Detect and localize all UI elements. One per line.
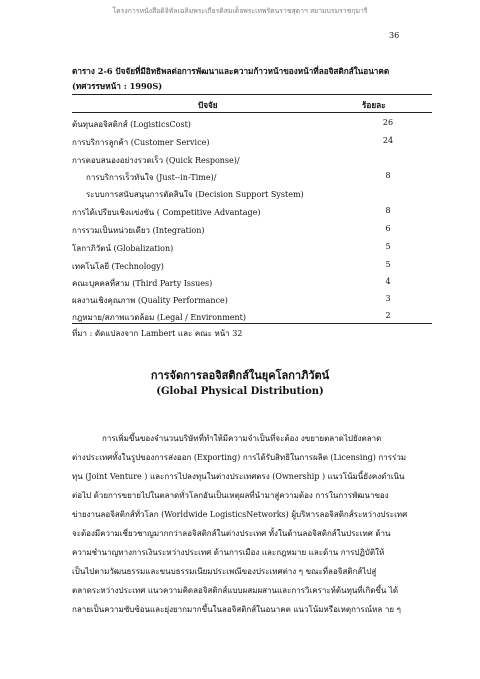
column-header-percent: ร้อยละ — [362, 100, 386, 110]
paragraph-line: ตลาดระหว่างประเทศ แนวความคิดลอจิสติกส์แบบผสมผสานและการวิเคราะห์ต้นทุนที่เกิดขึ้น ได้ — [72, 586, 399, 595]
table-row-factor: การบริการเร็วทันใจ (Just--in-Time)/ — [86, 173, 217, 182]
page-number: 36 — [389, 31, 400, 40]
table-row-value: 3 — [385, 294, 391, 303]
paragraph-line: ต่อไป ด้วยการขยายไปในตลาดทั่วโลกอันเป็นเหตุผลที่นำมาสู่ความต้อง การในการพัฒนาของ — [72, 491, 389, 500]
table-row-factor: ต้นทุนลอจิสติกส์ (LogisticsCost) — [72, 120, 191, 129]
table-source-note: ที่มา : ดัดแปลงจาก Lambert และ คณะ หน้า 32 — [72, 329, 243, 338]
table-row-factor: การตอบสนองอย่างรวดเร็ว (Quick Response)/ — [72, 156, 240, 165]
paragraph-line: ความชำนาญทางการเงินระหว่างประเทศ ด้านการเมือง และกฎหมาย และด้าน การปฏิบัติให้ — [72, 548, 385, 557]
table-row-factor: เทคโนโลยี (Technology) — [72, 262, 164, 271]
table-row-value: 5 — [385, 242, 391, 251]
paragraph-line: ข่ายงานลอจิสติกส์ทั่วโลก (Worldwide LogisticsNetworks) ผู้บริหารลอจิสติกส์ระหว่างประเทศ — [72, 510, 408, 519]
paragraph-line: เป็นไปตามวัฒนธรรมและขนบธรรมเนียมประเพณีของประเทศต่าง ๆ ขณะที่ลอจิสติกส์ไปสู่ — [72, 567, 377, 576]
table-row-value: 8 — [385, 206, 391, 215]
paragraph-line: การเพิ่มขึ้นของจำนวนบริษัทที่ทำให้มีความจำเป็นที่จะต้อง งขยายตลาดไปยังตลาด — [102, 434, 382, 443]
table-row-factor: โลกาภิวัตน์ (Globalization) — [72, 244, 174, 253]
paragraph-line: ทุน (Joint Venture ) และการไปลงทุนในต่างประเทศตรง (Ownership ) แนวโน้มนี้ยังคงดำเนิน — [72, 472, 405, 481]
table-header-rule — [72, 112, 432, 113]
paragraph-line: ต่างประเทศทั้งในรูปของการส่งออก (Exporting) การได้รับสิทธิในการผลิต (Licensing) การร่วม — [72, 453, 407, 462]
table-row-factor: ระบบการสนับสนุนการตัดสินใจ (Decision Support System) — [86, 190, 304, 199]
watermark-header: โครงการหนังสือดิจิทัลเฉลิมพระเกียรติสมเด็จพระเทพรัตนราชสุดาฯ สยามบรมราชกุมารี — [112, 7, 368, 15]
paragraph-line: กลายเป็นความซับซ้อนและยุ่งยากมากขึ้นในลอจิสติกส์ในอนาคต แนวโน้มหรือเหตุการณ์หล าย ๆ — [72, 605, 401, 614]
table-row-value: 26 — [382, 118, 394, 127]
table-caption-period: (ทศวรรษหน้า : 1990S) — [72, 81, 163, 91]
table-caption: ตาราง 2-6 ปัจจัยที่มีอิทธิพลต่อการพัฒนาและความก้าวหน้าของหน้าที่ลอจิสติกส์ในอนาคต — [72, 66, 390, 76]
table-row-value: 8 — [385, 171, 391, 180]
table-row-factor: การรวมเป็นหน่วยเดียว (Integration) — [72, 226, 205, 235]
table-row-value: 4 — [385, 277, 391, 286]
table-row-value: 24 — [382, 136, 394, 145]
table-row-factor: การได้เปรียบเชิงแข่งขัน ( Competitive Advantage) — [72, 208, 261, 217]
section-subtitle: (Global Physical Distribution) — [156, 386, 324, 397]
table-bottom-rule — [72, 323, 432, 324]
section-title: การจัดการลอจิสติกส์ในยุคโลกาภิวัตน์ — [150, 369, 330, 382]
table-row-factor: ผลงานเชิงคุณภาพ (Quality Performance) — [72, 296, 228, 305]
column-header-factor: ปัจจัย — [198, 100, 218, 110]
table-row-factor: การบริการลูกค้า (Customer Service) — [72, 138, 210, 147]
paragraph-line: จะต้องมีความเชี่ยวชาญมากกว่าลอจิสติกส์ในต่างประเทศ ทั้งในด้านลอจิสติกส์ในประเทศ ด้าน — [72, 529, 391, 538]
table-row-factor: คณะบุคคลที่สาม (Third Party Issues) — [72, 279, 213, 288]
table-row-value: 6 — [385, 224, 391, 233]
table-row-value: 5 — [385, 260, 391, 269]
table-row-value: 2 — [385, 311, 391, 320]
table-top-rule — [72, 94, 432, 95]
table-row-factor: กฎหมาย/สภาพแวดล้อม (Legal / Environment) — [72, 313, 246, 322]
